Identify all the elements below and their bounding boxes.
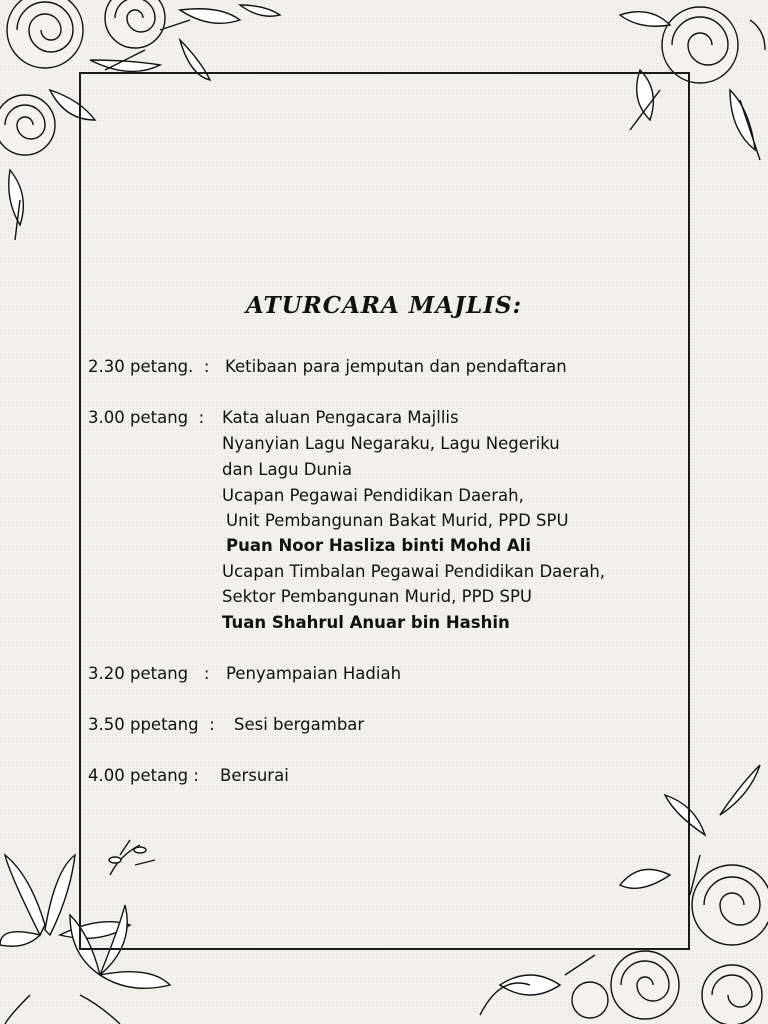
agenda-time: 3.20 petang : xyxy=(88,664,210,683)
agenda-item: Kata aluan Pengacara Majllis xyxy=(222,408,459,427)
agenda-item: Sektor Pembangunan Murid, PPD SPU xyxy=(222,587,532,606)
page-title: ATURCARA MAJLIS: xyxy=(245,292,523,319)
agenda-time: 2.30 petang. : xyxy=(88,357,210,376)
agenda-item: Ucapan Pegawai Pendidikan Daerah, xyxy=(222,486,524,505)
agenda-item: Bersurai xyxy=(220,766,289,785)
agenda-item: Unit Pembangunan Bakat Murid, PPD SPU xyxy=(226,511,569,530)
agenda-item: Ketibaan para jemputan dan pendaftaran xyxy=(225,357,567,376)
agenda-item: Sesi bergambar xyxy=(234,715,365,734)
agenda-time: 3.00 petang : xyxy=(88,408,205,427)
speaker-name: Puan Noor Hasliza binti Mohd Ali xyxy=(226,536,532,555)
agenda-item: Nyanyian Lagu Negaraku, Lagu Negeriku xyxy=(222,434,560,453)
agenda-item: Ucapan Timbalan Pegawai Pendidikan Daerah, xyxy=(222,562,606,581)
agenda-time: 4.00 petang : xyxy=(88,766,199,785)
agenda-item: dan Lagu Dunia xyxy=(222,460,353,479)
speaker-name: Tuan Shahrul Anuar bin Hashin xyxy=(222,613,510,632)
agenda-time: 3.50 ppetang : xyxy=(88,715,215,734)
agenda-item: Penyampaian Hadiah xyxy=(226,664,402,683)
